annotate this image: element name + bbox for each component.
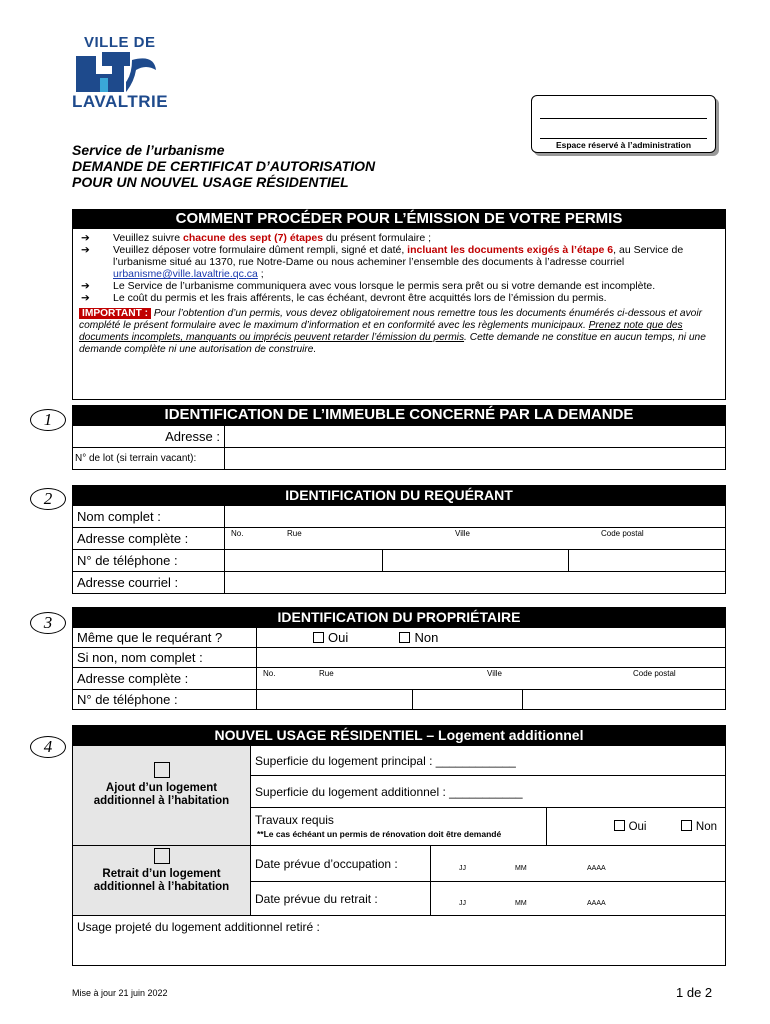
section2-title: IDENTIFICATION DU REQUÉRANT <box>72 485 726 505</box>
additional-area-field[interactable]: Superficie du logement additionnel : ___________ <box>251 776 726 808</box>
checkbox-icon[interactable] <box>313 632 324 643</box>
applicant-address-field[interactable]: No. Rue Ville Code postal <box>225 528 726 550</box>
logo-text-bottom: LAVALTRIE <box>72 92 169 111</box>
logo-mark-icon <box>72 50 162 94</box>
admin-reserved-box <box>531 95 716 153</box>
same-as-applicant-label: Même que le requérant ? <box>73 628 257 648</box>
instruction-item: ➔ Veuillez déposer votre formulaire dûment rempli, signé et daté, incluant les documents exigés à l’étape 6, au Service de l’urbanisme situé au 1370, rue Notre-Dame ou nous acheminer l’ensemble des documents à l’adresse courriel urbanisme@ville.lavaltrie.qc.ca ; <box>81 244 684 280</box>
owner-same-no[interactable]: Non <box>399 630 438 645</box>
address-label: Adresse : <box>73 426 225 448</box>
phone-label: N° de téléphone : <box>73 550 225 572</box>
step-number-4: 4 <box>30 736 66 758</box>
owner-same-yes[interactable]: Oui <box>313 630 348 645</box>
owner-name-field[interactable] <box>257 648 726 668</box>
form-title-line2: POUR UN NOUVEL USAGE RÉSIDENTIEL <box>72 174 349 190</box>
principal-area-field[interactable]: Superficie du logement principal : ____________ <box>251 746 726 776</box>
arrow-right-icon: ➔ <box>81 244 90 256</box>
checkbox-icon[interactable] <box>681 820 692 831</box>
form-title-line1: DEMANDE DE CERTIFICAT D’AUTORISATION <box>72 158 376 174</box>
checkbox-icon[interactable] <box>154 848 170 864</box>
owner-phone-field-3[interactable] <box>523 690 726 710</box>
section4-title: NOUVEL USAGE RÉSIDENTIEL – Logement additionnel <box>72 725 726 745</box>
section1-title: IDENTIFICATION DE L’IMMEUBLE CONCERNÉ PAR LA DEMANDE <box>72 405 726 425</box>
owner-address-label: Adresse complète : <box>73 668 257 690</box>
instruction-item: ➔ Le Service de l’urbanisme communiquera avec vous lorsque le permis sera prêt ou si votre demande est incomplète. <box>81 280 656 292</box>
lot-label: N° de lot (si terrain vacant): <box>73 448 225 470</box>
important-note: IMPORTANT : Pour l’obtention d’un permis, vous devez obligatoirement nous remettre tous les documents énumérés ci-dessous et avoir complété le présent formulaire avec le maximum d’information et en conformité avec les règlements municipaux. Prenez note que des documents incomplets, manquants ou imprécis peuvent retarder l’émission du permis. Cette demande ne constitue en aucun temps, ni une demande complète ni une autorisation de construire. <box>79 308 706 355</box>
applicant-table <box>72 505 726 594</box>
arrow-right-icon: ➔ <box>81 280 90 292</box>
phone-field-2[interactable] <box>383 550 569 572</box>
withdrawal-date-label: Date prévue du retrait : <box>251 882 431 916</box>
email-label: Adresse courriel : <box>73 572 225 594</box>
works-no[interactable]: Non <box>681 821 717 833</box>
page-title <box>72 142 375 190</box>
owner-name-label: Si non, nom complet : <box>73 648 257 668</box>
works-required-label: Travaux requis <box>255 812 334 827</box>
property-table <box>72 425 726 470</box>
step-number-1: 1 <box>30 409 66 431</box>
owner-phone-field-2[interactable] <box>413 690 523 710</box>
residential-use-table <box>72 745 726 966</box>
checkbox-icon[interactable] <box>399 632 410 643</box>
city-logo <box>72 34 172 120</box>
important-badge: IMPORTANT : <box>79 308 151 319</box>
logo-text-top: VILLE DE <box>84 34 156 51</box>
withdrawal-date-field[interactable]: JJ MM AAAA <box>431 882 726 916</box>
name-label: Nom complet : <box>73 506 225 528</box>
lot-number-field[interactable] <box>225 448 726 470</box>
remove-unit-option[interactable]: Retrait d’un logement additionnel à l’habitation <box>73 846 251 916</box>
page-number: 1 de 2 <box>676 985 713 1000</box>
applicant-email-field[interactable] <box>225 572 726 594</box>
owner-phone-field-1[interactable] <box>257 690 413 710</box>
instruction-item: ➔ Le coût du permis et les frais afférents, le cas échéant, devront être acquittés lors de l’émission du permis. <box>81 292 607 304</box>
property-address-field[interactable] <box>225 426 726 448</box>
instructions-title: COMMENT PROCÉDER POUR L’ÉMISSION DE VOTRE PERMIS <box>72 209 726 229</box>
step-number-3: 3 <box>30 612 66 634</box>
add-unit-option[interactable]: Ajout d’un logement additionnel à l’habitation <box>73 746 251 846</box>
instructions-box <box>72 228 726 400</box>
checkbox-icon[interactable] <box>154 762 170 778</box>
occupation-date-label: Date prévue d’occupation : <box>251 846 431 882</box>
update-date: Mise à jour 21 juin 2022 <box>72 988 168 998</box>
projected-use-field[interactable]: Usage projeté du logement additionnel retiré : <box>73 916 726 966</box>
owner-table <box>72 627 726 710</box>
checkbox-icon[interactable] <box>614 820 625 831</box>
works-note: **Le cas échéant un permis de rénovation doit être demandé <box>257 828 502 839</box>
department-name: Service de l’urbanisme <box>72 142 225 158</box>
step-number-2: 2 <box>30 488 66 510</box>
applicant-name-field[interactable] <box>225 506 726 528</box>
section3-title: IDENTIFICATION DU PROPRIÉTAIRE <box>72 607 726 627</box>
occupation-date-field[interactable]: JJ MM AAAA <box>431 846 726 882</box>
email-link[interactable]: urbanisme@ville.lavaltrie.qc.ca <box>113 268 258 280</box>
arrow-right-icon: ➔ <box>81 232 90 244</box>
arrow-right-icon: ➔ <box>81 292 90 304</box>
phone-field-1[interactable] <box>225 550 383 572</box>
owner-address-field[interactable]: No. Rue Ville Code postal <box>257 668 726 690</box>
works-yes[interactable]: Oui <box>614 821 647 833</box>
instruction-item: ➔ Veuillez suivre chacune des sept (7) étapes du présent formulaire ; <box>81 232 432 244</box>
admin-reserved-label: Espace réservé à l’administration <box>555 140 692 150</box>
phone-field-3[interactable] <box>569 550 726 572</box>
address-label: Adresse complète : <box>73 528 225 550</box>
owner-phone-label: N° de téléphone : <box>73 690 257 710</box>
